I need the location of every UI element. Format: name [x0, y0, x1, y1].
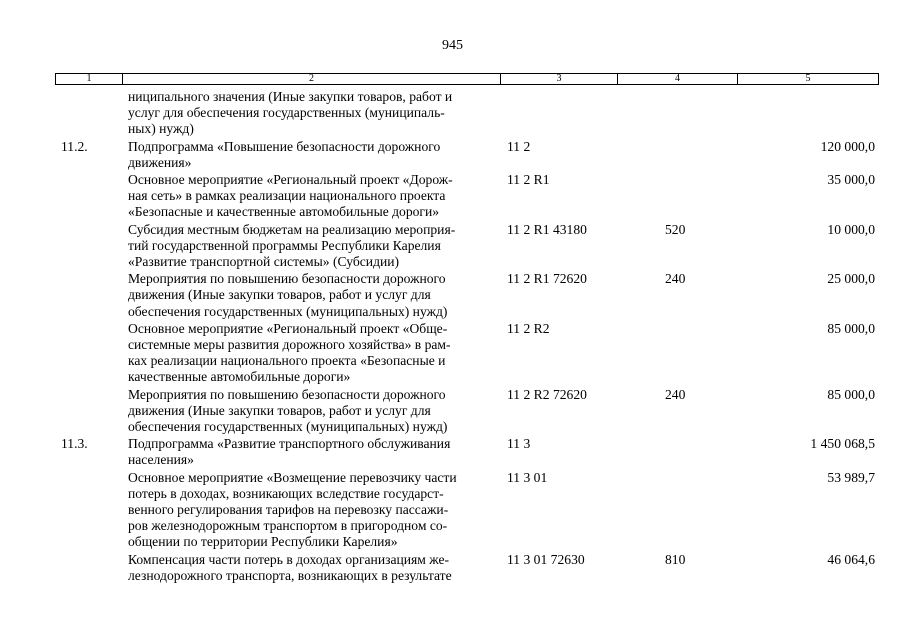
row-number	[55, 172, 122, 221]
row-code: 11 3 01	[507, 469, 548, 485]
table-row	[55, 271, 879, 320]
row-code: 11 2 R1 72620	[507, 271, 587, 287]
row-code: 11 3	[507, 436, 531, 452]
row-name: Основное мероприятие «Региональный проект «Обще- системные меры развития дорожного хозяйства» в рам- ках реализации национального проекта «Безопасные и качественные автомобильные дороги»	[128, 320, 451, 385]
table-row	[55, 470, 879, 551]
row-amount: 53 989,7	[827, 469, 875, 485]
row-type: 240	[665, 271, 686, 287]
column-header-1: 1	[56, 74, 123, 84]
table-row	[55, 321, 879, 386]
row-type	[617, 139, 737, 171]
row-name: Мероприятия по повышению безопасности дорожного движения (Иные закупки товаров, работ и услуг для обеспечения государственных (муниципальных) нужд)	[128, 271, 448, 319]
row-number	[55, 222, 122, 271]
column-header-2: 2	[123, 74, 501, 84]
table-row	[55, 436, 879, 468]
row-code: 11 2	[507, 138, 531, 154]
row-name: Подпрограмма «Развитие транспортного обслуживания населения»	[128, 436, 451, 468]
row-number: 11.2.	[61, 138, 88, 154]
table-row	[55, 172, 879, 221]
row-type: 240	[665, 386, 686, 402]
row-type	[617, 470, 737, 551]
row-name: Подпрограмма «Повышение безопасности дорожного движения»	[128, 138, 441, 170]
row-amount: 25 000,0	[827, 271, 875, 287]
row-amount: 1 450 068,5	[810, 436, 875, 452]
table-row	[55, 552, 879, 584]
column-header-4: 4	[618, 74, 738, 84]
row-name: Основное мероприятие «Возмещение перевозчику части потерь в доходах, возникающих вследствие государст- венного регулирования тарифов на перевозку пассажи- ров железнодорожным транспортом в пригородном со- общении по территории Республики Карелия»	[128, 469, 457, 550]
row-number	[55, 387, 122, 436]
table-row	[55, 89, 879, 138]
row-number	[55, 89, 122, 138]
row-amount	[737, 89, 877, 138]
row-number	[55, 271, 122, 320]
row-amount: 85 000,0	[827, 320, 875, 336]
row-code: 11 2 R1 43180	[507, 221, 587, 237]
row-amount: 46 064,6	[827, 551, 875, 567]
row-number	[55, 321, 122, 386]
row-number	[55, 470, 122, 551]
row-code: 11 2 R2	[507, 320, 550, 336]
row-amount: 35 000,0	[827, 172, 875, 188]
row-amount: 10 000,0	[827, 221, 875, 237]
row-amount: 120 000,0	[820, 138, 875, 154]
column-header-3: 3	[501, 74, 618, 84]
row-type	[617, 321, 737, 386]
row-name: Компенсация части потерь в доходах организациям же- лезнодорожного транспорта, возникающих в результате	[128, 551, 452, 583]
row-name: ниципального значения (Иные закупки товаров, работ и услуг для обеспечения государственных (муниципаль- ных) нужд)	[128, 89, 453, 137]
row-code: 11 2 R2 72620	[507, 386, 587, 402]
column-header-5: 5	[805, 73, 811, 84]
row-type: 520	[665, 221, 686, 237]
row-amount: 85 000,0	[827, 386, 875, 402]
table-body	[55, 89, 879, 585]
page-number: 945	[442, 38, 463, 53]
row-type	[617, 89, 737, 138]
row-type	[617, 436, 737, 468]
table-header-row	[55, 73, 879, 85]
row-name: Мероприятия по повышению безопасности дорожного движения (Иные закупки товаров, работ и услуг для обеспечения государственных (муниципальных) нужд)	[128, 386, 448, 435]
row-number	[55, 552, 122, 584]
row-type: 810	[665, 551, 686, 567]
row-code	[500, 89, 617, 138]
table-row	[55, 139, 879, 171]
table-row	[55, 387, 879, 436]
table-row	[55, 222, 879, 271]
row-number: 11.3.	[61, 436, 88, 452]
row-type	[617, 172, 737, 221]
row-name: Субсидия местным бюджетам на реализацию мероприя- тий государственной программы Республики Карелия «Развитие транспортной системы» (Субсидии)	[128, 221, 456, 270]
row-code: 11 2 R1	[507, 172, 550, 188]
row-code: 11 3 01 72630	[507, 551, 585, 567]
row-name: Основное мероприятие «Региональный проект «Дорож- ная сеть» в рамках реализации национального проекта «Безопасные и качественные автомобильные дороги»	[128, 172, 453, 220]
